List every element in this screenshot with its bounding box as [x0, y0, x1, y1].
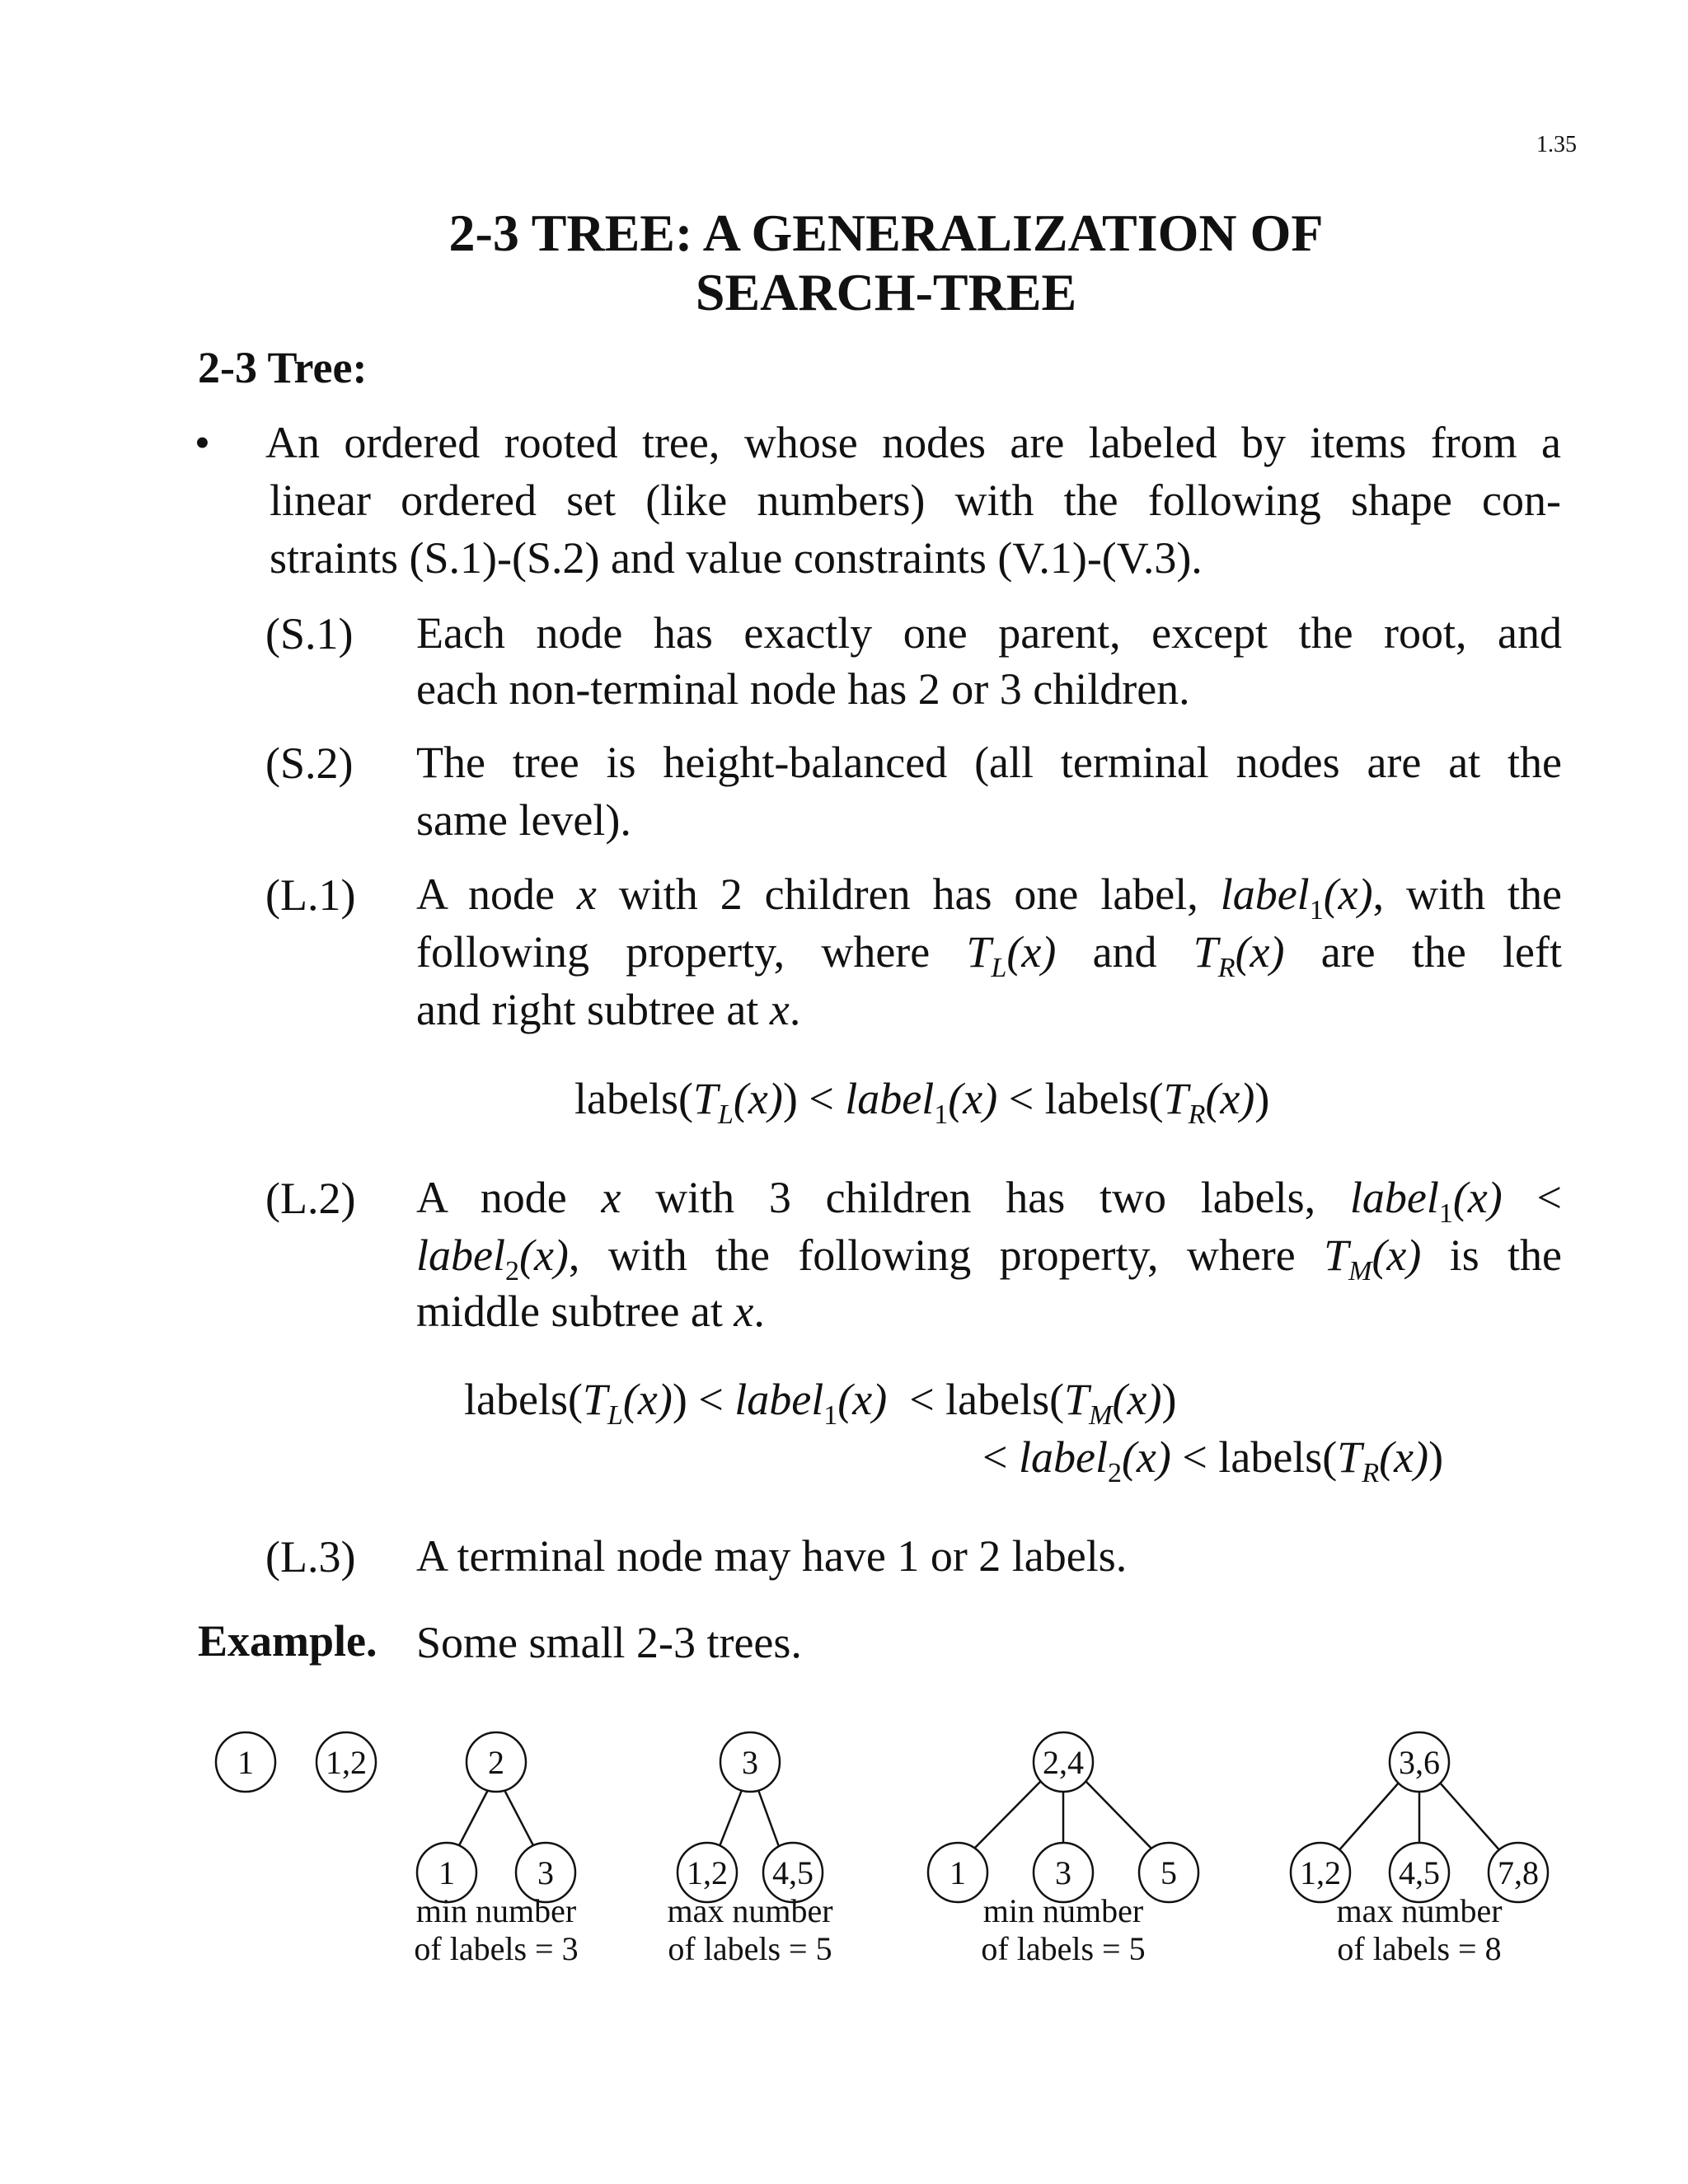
- formula-l2-line-1: $labels(T_L(x))$ < label$_1$(x) < $labels(T_M(x))$: [464, 1375, 1177, 1431]
- label-t3-child-3: 5: [1160, 1854, 1177, 1891]
- bullet-line-1: An ordered rooted tree, whose nodes are labeled by items from a: [265, 418, 1561, 467]
- edge-t3-right: [1086, 1782, 1156, 1853]
- constraint-l3-text: A terminal node may have 1 or 2 labels.: [416, 1531, 1128, 1581]
- label-t1-root: 2: [488, 1744, 504, 1781]
- constraint-s2-tag: (S.2): [265, 738, 354, 788]
- caption-t2-line-1: max number: [667, 1892, 833, 1929]
- formula-l1: $labels(T_L(x))$ < label$_1$(x) < $labels(T_R(x))$: [574, 1074, 1270, 1130]
- caption-t1-line-1: min number: [415, 1892, 577, 1929]
- caption-t1-line-2: of labels = 3: [414, 1930, 579, 1967]
- page-number: 1.35: [1536, 132, 1577, 157]
- caption-t4-line-1: max number: [1336, 1892, 1503, 1929]
- caption-t2-line-2: of labels = 5: [668, 1930, 832, 1967]
- caption-t3-line-2: of labels = 5: [981, 1930, 1146, 1967]
- caption-t3-line-1: min number: [982, 1892, 1144, 1929]
- page-title-line-2: SEARCH-TREE: [695, 263, 1077, 321]
- formula-l2-line-2: < label$_2$(x) < $labels(T_R(x))$: [982, 1432, 1444, 1488]
- constraint-s1-tag: (S.1): [265, 609, 354, 658]
- constraint-l1-tag: (L.1): [265, 870, 356, 920]
- label-t1-child-1: 1: [438, 1854, 455, 1891]
- bullet-line-2: linear ordered set (like numbers) with the following shape con-: [270, 476, 1561, 525]
- label-t3-child-1: 1: [950, 1854, 966, 1891]
- label-t3-child-2: 3: [1055, 1854, 1071, 1891]
- constraint-l2-line-2: label$_2$(x), with the following property, where $T_M(x)$ is the: [416, 1230, 1562, 1286]
- bullet-marker: •: [195, 418, 210, 467]
- tree-nodes: [216, 1732, 1548, 1902]
- constraint-l2-line-1: A node x with 3 children has two labels, label$_1$(x) <: [416, 1173, 1562, 1229]
- constraint-l1-line-2: following property, where $T_L(x)$ and $T_R(x)$ are the left: [416, 927, 1562, 983]
- label-t2-child-2: 4,5: [772, 1854, 814, 1891]
- constraint-s1-line-2: each non-terminal node has 2 or 3 children.: [416, 664, 1190, 714]
- constraint-s1-line-1: Each node has exactly one parent, except the root, and: [416, 608, 1562, 658]
- constraint-l1-line-3: and right subtree at x.: [416, 985, 801, 1034]
- label-t2-child-1: 1,2: [687, 1854, 728, 1891]
- label-t4-child-1: 1,2: [1300, 1854, 1341, 1891]
- label-single-1: 1: [237, 1744, 254, 1781]
- edge-t3-left: [970, 1782, 1040, 1853]
- page-title-line-1: 2-3 TREE: A GENERALIZATION OF: [448, 204, 1324, 262]
- caption-t4-line-2: of labels = 8: [1337, 1930, 1502, 1967]
- label-t1-child-2: 3: [537, 1854, 554, 1891]
- label-t3-root: 2,4: [1043, 1744, 1084, 1781]
- bullet-line-3: straints (S.1)-(S.2) and value constraints (V.1)-(V.3).: [270, 533, 1203, 583]
- label-t2-root: 3: [742, 1744, 758, 1781]
- constraint-l2-line-3: middle subtree at x.: [416, 1286, 765, 1336]
- label-t4-root: 3,6: [1399, 1744, 1440, 1781]
- section-heading: 2-3 Tree:: [198, 343, 368, 392]
- label-t4-child-3: 7,8: [1498, 1854, 1539, 1891]
- constraint-l2-tag: (L.2): [265, 1174, 356, 1223]
- example-text: Some small 2-3 trees.: [416, 1618, 802, 1667]
- edge-t4-left: [1337, 1782, 1400, 1853]
- edge-t4-right: [1439, 1782, 1502, 1853]
- example-heading: Example.: [198, 1616, 377, 1666]
- constraint-s2-line-1: The tree is height-balanced (all terminal nodes are at the: [416, 738, 1562, 787]
- constraint-l1-line-1: A node x with 2 children has one label, label$_1$(x), with the: [416, 869, 1562, 926]
- label-single-2: 1,2: [326, 1744, 367, 1781]
- constraint-l3-tag: (L.3): [265, 1532, 356, 1582]
- constraint-s2-line-2: same level).: [416, 795, 631, 845]
- label-t4-child-2: 4,5: [1399, 1854, 1440, 1891]
